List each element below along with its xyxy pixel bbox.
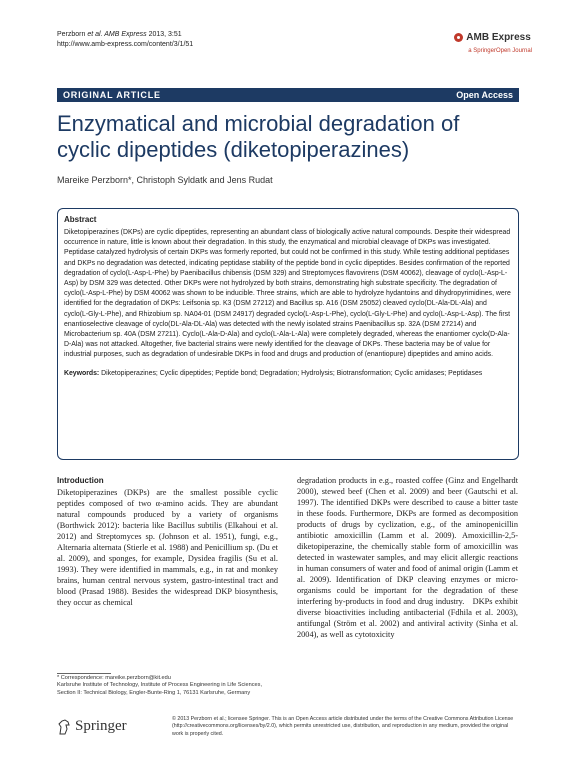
citation-journal: et al. AMB Express <box>87 31 147 38</box>
keywords <box>64 369 512 379</box>
citation-volume: 2013, 3:51 <box>146 31 182 38</box>
springer-logo <box>57 718 127 735</box>
article-type-banner <box>57 88 519 102</box>
abstract-heading: Abstract <box>64 215 97 224</box>
article-type-label: ORIGINAL ARTICLE <box>63 90 161 100</box>
citation-header <box>57 30 193 50</box>
article-url[interactable]: http://www.amb-express.com/content/3/1/51 <box>57 41 194 48</box>
body-text-continued: degradation products in e.g., roasted coffee (Ginz and Engelhardt 2000), stewed beef (Chen et al. 2009) and beer (Gautschi et al. 1997). The identified DKPs were described to cause a bitter taste in these foods. Furthermore, DKPs are formed as decomposition products of drugs by cyclization, e.g., of the aminopenicillin antibiotic amoxicillin (Lamm et al. 2009). Amoxicillin-2,5-diketopiperazine, the chemically stable form of amoxicillin was detected in wastewater samples, and may elicit allergic reactions in human consumers of water and food of animal origin (Lamm et al. 2009). Identification of DKP cleaving enzymes or micro-organisms could be important for the degradation of these interfering by-products in food and drug industry. DKPs exhibit diverse bioactivities including antibacterial (Fdhila et al. 2003), antifungal (Ström et al. 2002) and antiviral activity (Sinha et al. 2004), as well as cytotoxicity <box>297 476 518 639</box>
abstract-text: Diketopiperazines (DKPs) are cyclic dipeptides, representing an abundant class of biologically active natural compounds. Despite their widespread occurrence in nature, little is known about their degradation. In this study, the enzymatical and microbial cleavage of DKPs was investigated. Peptidase catalyzed hydrolysis of certain DKPs was formerly reported, but could not be confirmed in this study. While testing additional peptidases and DKPs no degradation was detected, indicating peptidase stability of the peptide bond in cyclic dipeptides. Besides confirmation of the reported degradation of cyclo(L-Asp-L-Phe) by Paenibacillus chibensis (DSM 329) and Streptomyces flavovirens (DSM 40062), cleavage of cyclo(L-Asp-L-Asp) by DSM 329 was detected. Other DKPs were not hydrolyzed by both strains, demonstrating high substrate specificity. The degradation of cyclo(L-Asp-L-Phe) by DSM 40062 was shown to be inducible. Three strains, which are able to hydrolyze hydantoins and dihydropyrimidines, were identified for the degradation of DKPs: Leifsonia sp. K3 (DSM 27212) and Bacillus sp. A16 (DSM 25052) cleaved cyclo(DL-Ala-DL-Ala) and cyclo(L-Gly-L-Phe), and Rhizobium sp. NA04-01 (DSM 24917) degraded cyclo(L-Asp-L-Phe), cyclo(L-Gly-L-Phe) and cyclo(L-Asp-L-Asp). The first enantioselective cleavage of cyclo(DL-Ala-DL-Ala) was detected with the newly isolated strains Paenibacillus sp. 32A (DSM 27214) and Microbacterium sp. 40A (DSM 27211). Cyclo(L-Ala-D-Ala) and cyclo(L-Ala-L-Ala) were completely degraded, whereas the enantiomer cyclo(D-Ala-D-Ala) was not attacked. Altogether, five bacterial strains were newly identified for the cleavage of DKPs. These bacteria may be of value for industrial purposes, such as degradation of undesirable DKPs in food and drugs and production of (enantiopure) dipeptides and amino acids. <box>64 229 511 359</box>
springer-horse-icon <box>57 719 71 735</box>
citation-authors: Perzborn <box>57 31 88 38</box>
author-list: Mareike Perzborn*, Christoph Syldatk and Jens Rudat <box>57 175 273 185</box>
keywords-list: Diketopiperazines; Cyclic dipeptides; Peptide bond; Degradation; Hydrolysis; Biotransformation; Cyclic amidases; Peptidases <box>99 369 483 377</box>
footnote-divider <box>57 673 111 674</box>
open-access-label: Open Access <box>456 90 513 100</box>
journal-subtitle: a SpringerOpen Journal <box>468 48 532 54</box>
author-affiliation: Karlsruhe Institute of Technology, Institute of Process Engineering in Life Sciences, Section II: Technical Biology, Engler-Bunte-Ring 1, 76131 Karlsruhe, Germany <box>57 682 263 696</box>
footnote <box>57 675 278 697</box>
keywords-label: Keywords: <box>64 369 100 377</box>
journal-name: AMB Express <box>466 32 531 44</box>
springer-wordmark: Springer <box>75 718 127 734</box>
introduction-heading: Introduction <box>57 476 104 485</box>
introduction-text: Diketopiperazines (DKPs) are the smallest possible cyclic peptides composed of two α-amino acids. They are abundant natural compounds produced by a variety of organisms (Borthwick 2012): bacteria like Bacillus subtilis (Elkahoui et al. 2012) and Streptomyces sp. (Johnson et al. 1951), fungi, e.g., Alternaria alternata (Stierle et al. 1988) and Penicillium sp. (Du et al. 2009), and sponges, for example, Dysidea fragilis (Su et al. 1993). They were identified in mammals, e.g., in rat and monkey brains, human central nervous system, gastro-intestinal tract and blood (Prasad 1988). Besides the widespread DKP biosynthesis, they occur as chemical <box>57 488 278 607</box>
correspondence-email: * Correspondence: mareike.perzborn@kit.edu <box>57 675 171 681</box>
article-title: Enzymatical and microbial degradation of cyclic dipeptides (diketopiperazines) <box>57 111 460 162</box>
abstract-box <box>57 208 519 460</box>
amb-express-logo-icon <box>454 33 463 42</box>
license-text: © 2013 Perzborn et al.; licensee Springer. This is an Open Access article distributed under the terms of the Creative Commons Attribution License (http://creativecommons.org/licenses/by/2.0), which permits unrestricted use, distribution, and reproduction in any medium, provided the original work is properly cited. <box>172 716 514 737</box>
body-column-right <box>297 475 518 640</box>
journal-logo <box>454 29 532 54</box>
body-column-left <box>57 475 278 608</box>
